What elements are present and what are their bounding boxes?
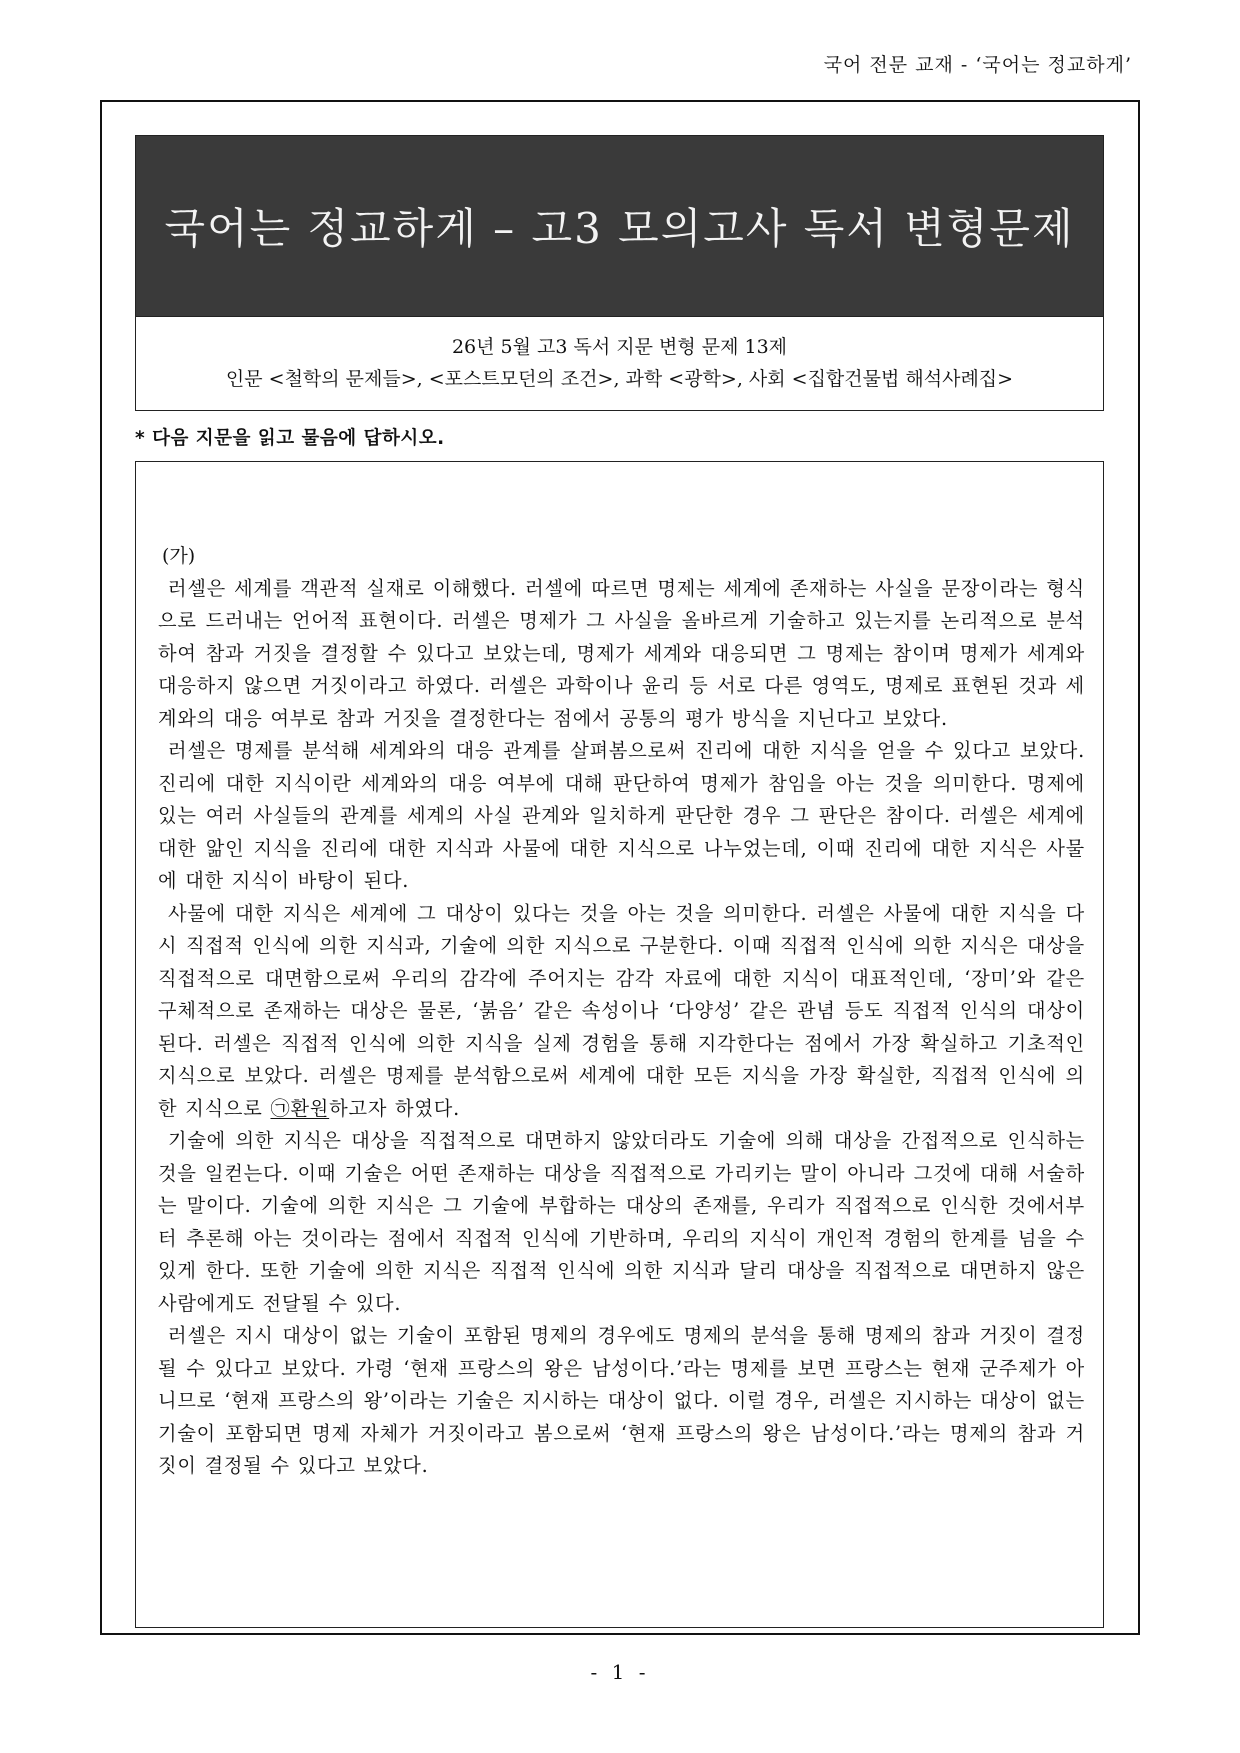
info-box [135,317,1104,411]
info-line-2: 인문 <철학의 문제들>, <포스트모던의 조건>, 과학 <광학>, 사회 <집합건물법 해석사례집> [225,368,1014,390]
paragraph-3-tail: 하고자 하였다. [329,1096,460,1120]
paragraph-4: 기술에 의한 지식은 대상을 직접적으로 대면하지 않았더라도 기술에 의해 대상을 간접적으로 인식하는 것을 일컫는다. 이때 기술은 어떤 존재하는 대상을 직접적으로 가리키는 말이 아니라 그것에 대해 서술하는 말이다. 기술에 의한 지식은 그 기술에 부합하는 대상의 존재를, 우리가 직접적으로 인식한 것에서부터 추론해 아는 것이라는 점에서 직접적 인식에 기반하며, 우리의 지식이 개인적 경험의 한계를 넘을 수 있게 한다. 또한 기술에 의한 지식은 직접적 인식에 의한 지식과 달리 대상을 직접적으로 대면하지 않은 사람에게도 전달될 수 있다. [158,1129,1085,1315]
title-banner [135,135,1104,317]
underlined-term: ㉠환원 [270,1096,330,1120]
paragraph-5: 러셀은 지시 대상이 없는 기술이 포함된 명제의 경우에도 명제의 분석을 통해 명제의 참과 거짓이 결정될 수 있다고 보았다. 가령 ‘현재 프랑스의 왕은 남성이다.’라는 명제를 보면 프랑스는 현재 군주제가 아니므로 ‘현재 프랑스의 왕’이라는 기술은 지시하는 대상이 없다. 이럴 경우, 러셀은 지시하는 대상이 없는 기술이 포함되면 명제 자체가 거짓이라고 봄으로써 ‘현재 프랑스의 왕은 남성이다.’라는 명제의 참과 거짓이 결정될 수 있다고 보았다. [158,1324,1085,1477]
document-title: 국어는 정교하게 – 고3 모의고사 독서 변형문제 [164,204,1075,253]
passage-label: (가) [162,545,196,567]
page-number: - 1 - [590,1660,650,1684]
paragraph-3 [158,898,1085,1126]
paragraph-2: 러셀은 명제를 분석해 세계와의 대응 관계를 살펴봄으로써 진리에 대한 지식을 얻을 수 있다고 보았다. 진리에 대한 지식이란 세계와의 대응 여부에 대해 판단하여 명제가 참임을 아는 것을 의미한다. 명제에 있는 여러 사실들의 관계를 세계의 사실 관계와 일치하게 판단한 경우 그 판단은 참이다. 러셀은 세계에 대한 앎인 지식을 진리에 대한 지식과 사물에 대한 지식으로 나누었는데, 이때 진리에 대한 지식은 사물에 대한 지식이 바탕이 된다. [158,739,1085,892]
info-line-1: 26년 5월 고3 독서 지문 변형 문제 13제 [451,336,788,358]
paragraph-1: 러셀은 세계를 객관적 실재로 이해했다. 러셀에 따르면 명제는 세계에 존재하는 사실을 문장이라는 형식으로 드러내는 언어적 표현이다. 러셀은 명제가 그 사실을 올바르게 기술하고 있는지를 논리적으로 분석하여 참과 거짓을 결정할 수 있다고 보았는데, 명제가 세계와 대응되면 그 명제는 참이며 명제가 세계와 대응하지 않으면 거짓이라고 하였다. 러셀은 과학이나 윤리 등 서로 다른 영역도, 명제로 표현된 것과 세계와의 대응 여부로 참과 거짓을 결정한다는 점에서 공통의 평가 방식을 지닌다고 보았다. [158,576,1085,730]
passage-box [135,461,1104,1628]
instruction: * 다음 지문을 읽고 물음에 답하시오. [135,428,445,449]
running-header: 국어 전문 교재 - ‘국어는 정교하게’ [823,54,1132,76]
paragraph-3-text: 사물에 대한 지식은 세계에 그 대상이 있다는 것을 아는 것을 의미한다. 러셀은 사물에 대한 지식을 다시 직접적 인식에 의한 지식과, 기술에 의한 지식으로 구분한다. 이때 직접적 인식에 의한 지식은 대상을 직접적으로 대면함으로써 우리의 감각에 주어지는 감각 자료에 대한 지식이 대표적인데, ‘장미’와 같은 구체적으로 존재하는 대상은 물론, ‘붉음’ 같은 속성이나 ‘다양성’ 같은 관념 등도 직접적 인식의 대상이 된다. 러셀은 직접적 인식에 의한 지식을 실제 경험을 통해 지각한다는 점에서 가장 확실하고 기초적인 지식으로 보았다. 러셀은 명제를 분석함으로써 세계에 대한 모든 지식을 가장 확실한, 직접적 인식에 의한 지식으로 [158,901,1085,1120]
